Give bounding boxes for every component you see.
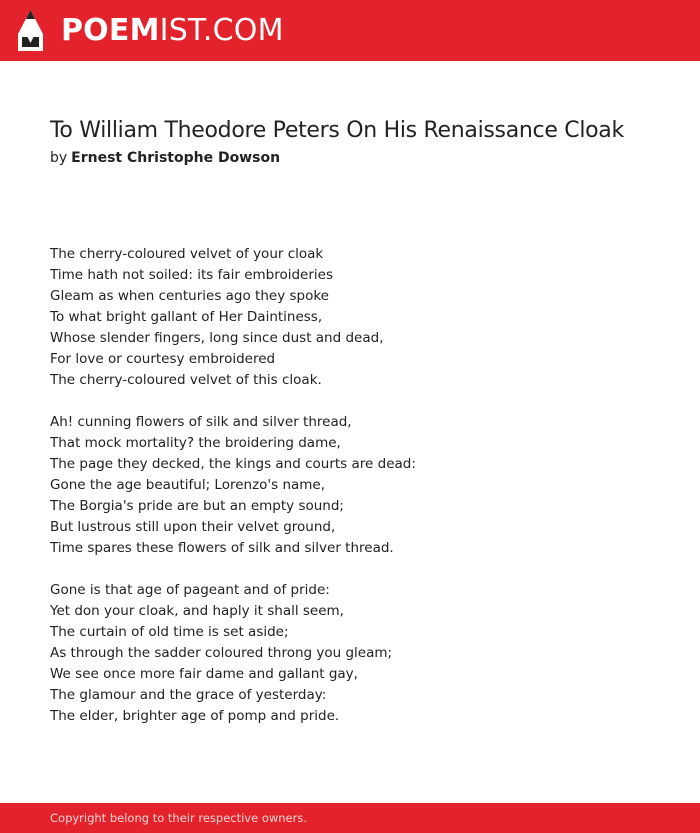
poem-heading [50,118,630,167]
pencil-tip-icon[interactable] [18,10,43,51]
poem-line: The cherry-coloured velvet of this cloak. [50,372,322,388]
poem-line: We see once more fair dame and gallant gay, [50,666,358,682]
poem-line: Time hath not soiled: its fair embroideries [50,267,333,283]
poem-line: The glamour and the grace of yesterday: [50,687,327,703]
poem-title: To William Theodore Peters On His Renaissance Cloak [50,118,624,143]
author-name: Ernest Christophe Dowson [71,150,281,166]
poem-line: The page they decked, the kings and courts are dead: [50,456,416,472]
poem-line: To what bright gallant of Her Daintiness, [50,309,323,325]
poem-line: For love or courtesy embroidered [50,351,276,367]
site-logo-text[interactable] [61,11,284,51]
poem-line: The curtain of old time is set aside; [50,624,289,640]
poem-line: The Borgia's pride are but an empty sound; [50,498,344,514]
poem-line: The elder, brighter age of pomp and pride. [50,708,340,724]
byline [50,149,630,167]
poem-line: Gone the age beautiful; Lorenzo's name, [50,477,326,493]
poem-line: But lustrous still upon their velvet ground, [50,519,336,535]
stanza-1 [50,244,650,391]
logo-light-text: IST.COM [159,13,284,48]
site-header [0,0,700,61]
stanza-3 [50,580,650,727]
poem-line: Gleam as when centuries ago they spoke [50,288,329,304]
byline-prefix: by [50,150,68,166]
poem-line: As through the sadder coloured throng you gleam; [50,645,393,661]
poem-line: Gone is that age of pageant and of pride: [50,582,330,598]
stanza-2 [50,412,650,559]
poem-line: Ah! cunning flowers of silk and silver thread, [50,414,352,430]
logo-strong-text: POEM [61,13,160,48]
poem-line: Yet don your cloak, and haply it shall seem, [50,603,344,619]
site-footer [0,803,700,833]
poem-line: Time spares these flowers of silk and silver thread. [50,540,394,556]
poem-line: That mock mortality? the broidering dame, [50,435,341,451]
copyright-notice: Copyright belong to their respective owners. [50,811,308,825]
poem-line: The cherry-coloured velvet of your cloak [50,246,324,262]
poem-body [50,244,650,748]
poem-line: Whose slender fingers, long since dust and dead, [50,330,384,346]
